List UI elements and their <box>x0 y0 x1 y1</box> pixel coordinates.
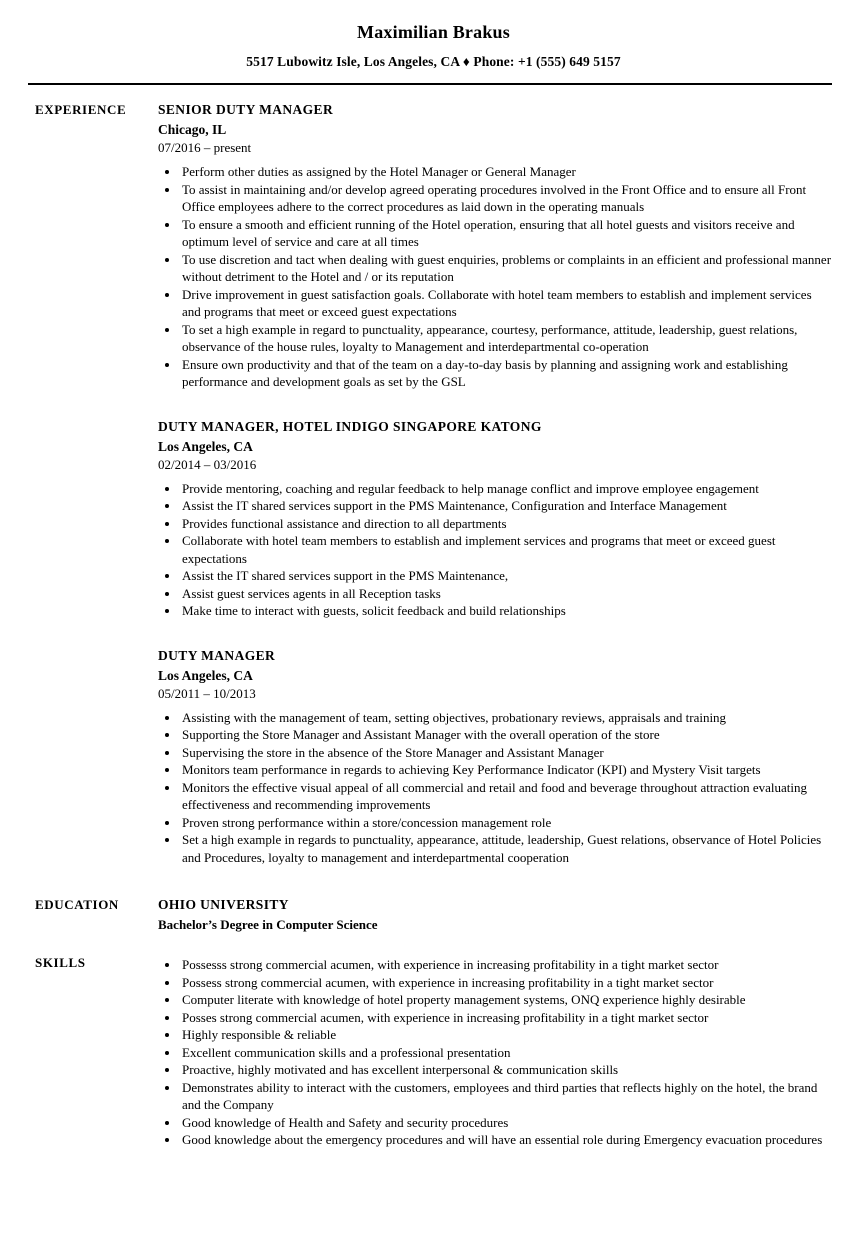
job-title: SENIOR DUTY MANAGER <box>158 102 334 117</box>
job-bullet-list <box>158 709 832 867</box>
degree-name: Bachelor’s Degree in Computer Science <box>158 917 378 932</box>
skills-label-column <box>35 955 158 971</box>
bullet-item: • Highly responsible & reliable <box>180 1026 832 1044</box>
bullet-item: • Good knowledge about the emergency procedures and will have an essential role during Emergency evacuation procedures <box>180 1131 832 1149</box>
bullet-item: • Perform other duties as assigned by the Hotel Manager or General Manager <box>180 163 832 181</box>
bullet-item: • To assist in maintaining and/or develop agreed operating procedures involved in the Front Office and to ensure all Front Office employees adhere to the correct procedures as laid down in the operating manuals <box>180 181 832 216</box>
bullet-item: • Supporting the Store Manager and Assistant Manager with the overall operation of the store <box>180 726 832 744</box>
bullet-item: • Make time to interact with guests, solicit feedback and build relationships <box>180 602 832 620</box>
job-location: Chicago, IL <box>158 122 227 137</box>
job-title: DUTY MANAGER, HOTEL INDIGO SINGAPORE KATONG <box>158 418 542 434</box>
bullet-item: • Assist the IT shared services support in the PMS Maintenance, <box>180 567 832 585</box>
education-section <box>35 897 832 933</box>
experience-content <box>158 102 832 866</box>
job-title: DUTY MANAGER <box>158 647 276 663</box>
bullet-item: • Provides functional assistance and direction to all departments <box>180 515 832 533</box>
experience-section <box>35 102 832 866</box>
header-divider <box>28 83 832 85</box>
skills-bullet-list <box>158 956 832 1149</box>
bullet-item: • To set a high example in regard to punctuality, appearance, courtesy, performance, attitude, leadership, guest relations, observance of the house rules, loyalty to Management and interdepartmental co-operation <box>180 321 832 356</box>
education-content <box>158 897 832 933</box>
job-location: Los Angeles, CA <box>158 667 253 683</box>
school-name: OHIO UNIVERSITY <box>158 897 289 912</box>
contact-line: 5517 Lubowitz Isle, Los Angeles, CA ♦ Phone: +1 (555) 649 5157 <box>246 54 621 69</box>
bullet-item: • Supervising the store in the absence of the Store Manager and Assistant Manager <box>180 744 832 762</box>
bullet-item: • Ensure own productivity and that of the team on a day-to-day basis by planning and assigning work and establishing performance and development goals as set by the GSL <box>180 356 832 391</box>
bullet-item: • Monitors team performance in regards to achieving Key Performance Indicator (KPI) and Mystery Visit targets <box>180 761 832 779</box>
job-location: Los Angeles, CA <box>158 438 253 454</box>
bullet-item: • Possess strong commercial acumen, with experience in increasing profitability in a tight market sector <box>180 974 832 992</box>
bullet-item: • Computer literate with knowledge of hotel property management systems, ONQ experience highly desirable <box>180 991 832 1009</box>
education-section-label: EDUCATION <box>35 897 119 912</box>
bullet-item: • Collaborate with hotel team members to establish and implement services and programs that meet or exceed guest expectations <box>180 532 832 567</box>
bullet-item: • Assisting with the management of team, setting objectives, probationary reviews, appraisals and training <box>180 709 832 727</box>
job-entry-2 <box>158 419 832 620</box>
experience-label-column <box>35 102 158 118</box>
bullet-item: • Posses strong commercial acumen, with experience in increasing profitability in a tight market sector <box>180 1009 832 1027</box>
experience-section-label: EXPERIENCE <box>35 102 127 117</box>
resume-header <box>35 22 832 70</box>
bullet-item: • Possesss strong commercial acumen, with experience in increasing profitability in a tight market sector <box>180 956 832 974</box>
job-dates: 05/2011 – 10/2013 <box>158 685 256 701</box>
bullet-item: • Assist guest services agents in all Reception tasks <box>180 585 832 603</box>
bullet-item: • Provide mentoring, coaching and regular feedback to help manage conflict and improve employee engagement <box>180 480 832 498</box>
job-bullet-list <box>158 163 832 391</box>
job-dates: 02/2014 – 03/2016 <box>158 456 257 472</box>
bullet-item: • Drive improvement in guest satisfaction goals. Collaborate with hotel team members to establish and implement services and programs that meet or exceed guest expectations <box>180 286 832 321</box>
skills-content <box>158 955 832 1149</box>
bullet-item: • To use discretion and tact when dealing with guest enquiries, problems or complaints in an efficient and professional manner without detriment to the Hotel and / or its reputation <box>180 251 832 286</box>
skills-section <box>35 955 832 1149</box>
job-bullet-list <box>158 480 832 620</box>
bullet-item: • Proactive, highly motivated and has excellent interpersonal & communication skills <box>180 1061 832 1079</box>
bullet-item: • Set a high example in regards to punctuality, appearance, attitude, leadership, Guest relations, observance of Hotel Policies and Procedures, loyalty to management and interdepartmental cooperation <box>180 831 832 866</box>
bullet-item: • To ensure a smooth and efficient running of the Hotel operation, ensuring that all hotel guests and visitors receive and optimum level of service and care at all times <box>180 216 832 251</box>
candidate-name: Maximilian Brakus <box>357 22 510 42</box>
bullet-item: • Proven strong performance within a store/concession management role <box>180 814 832 832</box>
bullet-item: • Good knowledge of Health and Safety and security procedures <box>180 1114 832 1132</box>
bullet-item: • Excellent communication skills and a professional presentation <box>180 1044 832 1062</box>
bullet-item: • Assist the IT shared services support in the PMS Maintenance, Configuration and Interface Management <box>180 497 832 515</box>
bullet-item: • Demonstrates ability to interact with the customers, employees and third parties that reflects highly on the hotel, the brand and the Company <box>180 1079 832 1114</box>
education-label-column <box>35 897 158 913</box>
job-dates: 07/2016 – present <box>158 140 252 155</box>
job-entry-1 <box>158 102 832 391</box>
skills-section-label: SKILLS <box>35 955 86 970</box>
job-entry-3 <box>158 648 832 867</box>
bullet-item: • Monitors the effective visual appeal of all commercial and retail and food and beverage throughout attraction evaluating effectiveness and recommending improvements <box>180 779 832 814</box>
